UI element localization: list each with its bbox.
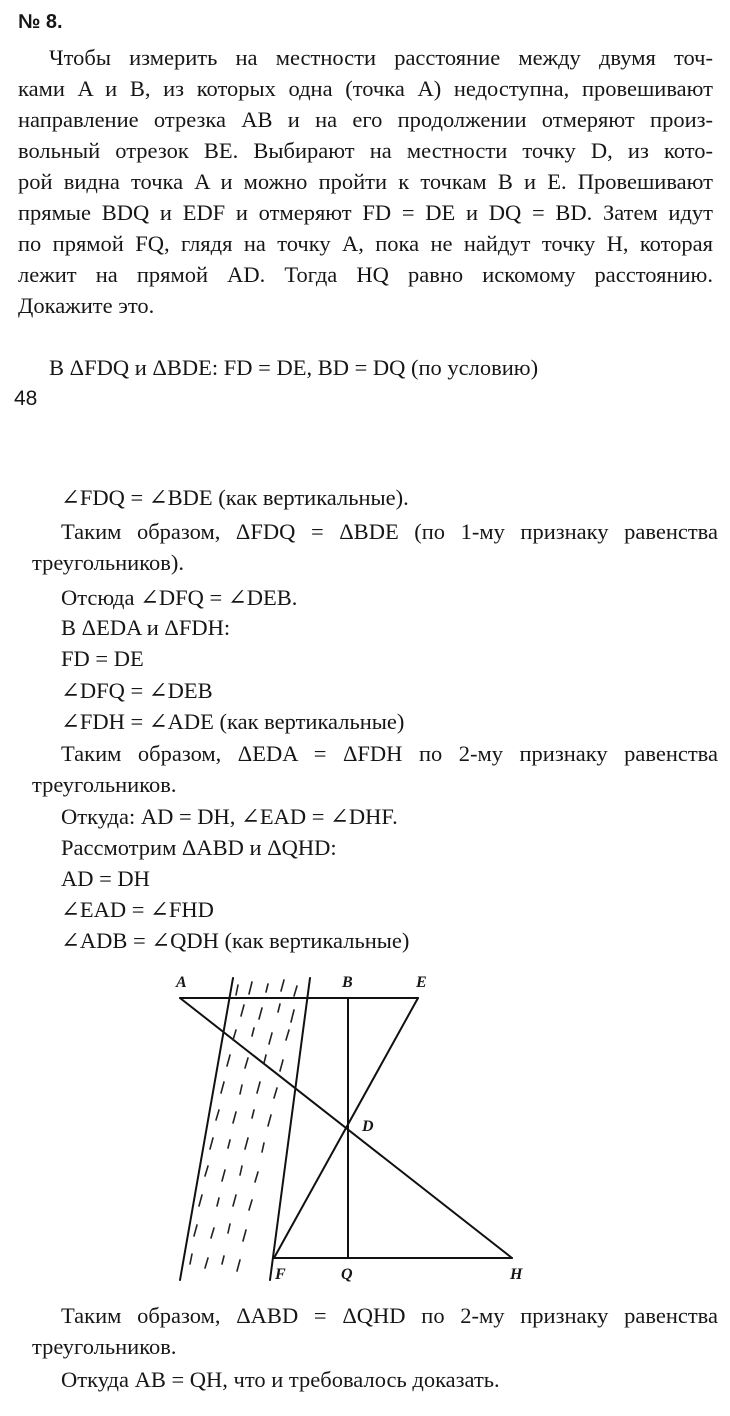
river-bank-left [180, 978, 233, 1280]
solution-line: ∠EAD = ∠FHD [61, 897, 214, 922]
point-label-d: D [362, 1118, 374, 1135]
page-number: 48 [14, 387, 38, 410]
solution-line: треугольников. [32, 772, 177, 797]
solution-line: ∠ADB = ∠QDH (как вертикальные) [61, 928, 410, 953]
point-label-q: Q [341, 1266, 353, 1283]
point-label-a: A [176, 974, 187, 991]
solution-line: ∠DFQ = ∠DEB [61, 678, 213, 703]
problem-text-line: рой видна точка A и можно пройти к точкам B и E. Провешивают [18, 169, 713, 194]
solution-line: Таким образом, ΔEDA = ΔFDH по 2-му признаку равенства [61, 741, 718, 766]
solution-line: Откуда: AD = DH, ∠EAD = ∠DHF. [61, 804, 398, 829]
conclusion-line: Таким образом, ΔABD = ΔQHD по 2-му признаку равенства [61, 1303, 718, 1328]
problem-text-line: Чтобы измерить на местности расстояние между двумя точ- [49, 45, 713, 70]
solution-intro: В ΔFDQ и ΔBDE: FD = DE, BD = DQ (по условию) [49, 355, 539, 380]
conclusion-line: Откуда AB = QH, что и требовалось доказать. [61, 1367, 500, 1392]
point-label-b: B [342, 974, 353, 991]
river-bank-right [270, 978, 310, 1280]
conclusion-line: треугольников. [32, 1334, 177, 1359]
problem-number: № 8. [18, 11, 63, 33]
solution-line: ∠FDQ = ∠BDE (как вертикальные). [61, 485, 409, 510]
point-label-e: E [416, 974, 427, 991]
solution-line: треугольников). [32, 550, 185, 575]
problem-text-line: направление отрезка AB и на его продолжении отмеряют произ- [18, 107, 713, 132]
water-hatching [190, 980, 297, 1271]
solution-line: AD = DH [61, 866, 150, 891]
solution-line: В ΔEDA и ΔFDH: [61, 615, 231, 640]
problem-text-line: вольный отрезок BE. Выбирают на местности точку D, из кото- [18, 138, 713, 163]
solution-line: FD = DE [61, 646, 144, 671]
problem-text-line: лежит на прямой AD. Тогда HQ равно искомому расстоянию. [18, 262, 713, 287]
problem-text-line: ками A и B, из которых одна (точка A) недоступна, провешивают [18, 76, 713, 101]
problem-text-line: Докажите это. [18, 293, 155, 318]
point-label-h: H [510, 1266, 523, 1283]
point-label-f: F [275, 1266, 286, 1283]
solution-line: Таким образом, ΔFDQ = ΔBDE (по 1-му признаку равенства [61, 519, 718, 544]
solution-line: Отсюда ∠DFQ = ∠DEB. [61, 585, 298, 610]
solution-line: ∠FDH = ∠ADE (как вертикальные) [61, 709, 405, 734]
solution-line: Рассмотрим ΔABD и ΔQHD: [61, 835, 337, 860]
problem-text-line: по прямой FQ, глядя на точку A, пока не найдут точку H, которая [18, 231, 713, 256]
segment-ef [274, 998, 418, 1258]
problem-text-line: прямые BDQ и EDF и отмеряют FD = DE и DQ = BD. Затем идут [18, 200, 713, 225]
